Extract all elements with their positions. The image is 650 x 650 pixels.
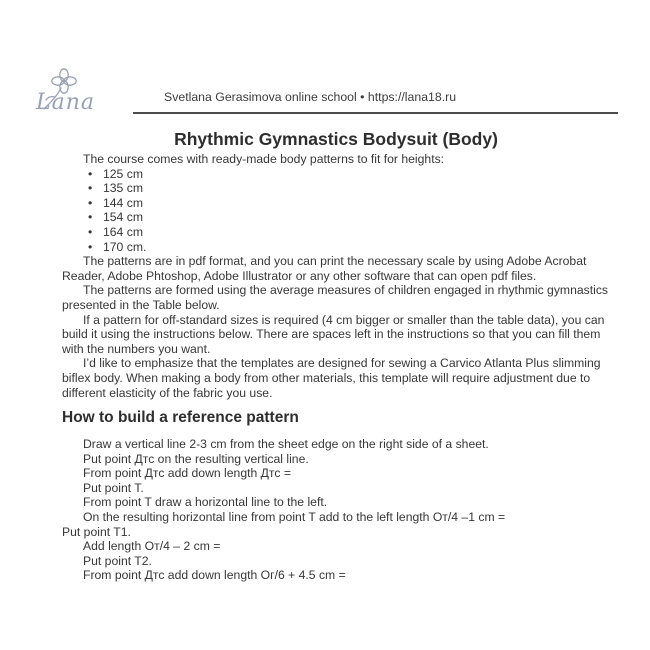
instruction-line: From point Дтс add down length Ог/6 + 4.5 cm =	[83, 568, 346, 583]
height-value: 125 cm	[103, 166, 143, 181]
height-list-item	[62, 240, 610, 255]
instruction-line: Add length От/4 – 2 cm =	[83, 539, 221, 554]
paragraph-fabric-note: I’d like to emphasize that the templates are designed for sewing a Carvico Atlanta Plus slimming biflex body. When making a body from other materials, this template will require adjustment due to different elasticity of the fabric you use.	[62, 356, 601, 400]
school-header-line: Svetlana Gerasimova online school • https://lana18.ru	[164, 90, 457, 104]
instruction-line: On the resulting horizontal line from point T add to the left length От/4 –1 cm =	[83, 510, 506, 525]
instruction-line: From point T draw a horizontal line to the left.	[83, 495, 328, 510]
height-value: 144 cm	[103, 195, 143, 210]
document-content	[62, 127, 610, 583]
heights-list	[62, 167, 610, 255]
section-heading: How to build a reference pattern	[62, 409, 299, 427]
height-list-item	[62, 225, 610, 240]
height-list-item	[62, 196, 610, 211]
height-list-item	[62, 167, 610, 182]
instruction-line: From point Дтс add down length Дтс =	[83, 466, 291, 481]
paragraph-off-standard: If a pattern for off-standard sizes is required (4 cm bigger or smaller than the table data), you can build it using the instructions below. There are spaces left in the instructions so that you can fill them with the numbers you want.	[62, 312, 605, 356]
bullet-icon: •	[88, 166, 93, 181]
header-divider	[133, 112, 618, 114]
instruction-line: Put point T1.	[62, 524, 131, 539]
bullet-icon: •	[88, 239, 93, 254]
height-value: 170 cm.	[103, 239, 147, 254]
logo-text: Lana	[36, 90, 96, 115]
paragraph-average-measures: The patterns are formed using the average measures of children engaged in rhythmic gymnastics presented in the Table below.	[62, 283, 609, 312]
height-value: 135 cm	[103, 181, 143, 196]
logo	[34, 66, 114, 122]
intro-paragraph: The course comes with ready-made body patterns to fit for heights:	[83, 152, 445, 166]
height-list-item	[62, 210, 610, 225]
instruction-line: Draw a vertical line 2-3 cm from the sheet edge on the right side of a sheet.	[83, 437, 489, 452]
instruction-line: Put point T2.	[83, 553, 152, 568]
bullet-icon: •	[88, 210, 93, 225]
paragraph-pdf-format: The patterns are in pdf format, and you can print the necessary scale by using Adobe Acrobat Reader, Adobe Phtoshop, Adobe Illustrator or any other software that can open pdf files.	[62, 254, 587, 283]
height-value: 154 cm	[103, 210, 143, 225]
height-list-item	[62, 181, 610, 196]
bullet-icon: •	[88, 224, 93, 239]
instruction-line: Put point Дтс on the resulting vertical line.	[83, 451, 309, 466]
instruction-line: Put point T.	[83, 480, 144, 495]
page-title: Rhythmic Gymnastics Bodysuit (Body)	[174, 129, 498, 149]
bullet-icon: •	[88, 181, 93, 196]
height-value: 164 cm	[103, 224, 143, 239]
bullet-icon: •	[88, 195, 93, 210]
